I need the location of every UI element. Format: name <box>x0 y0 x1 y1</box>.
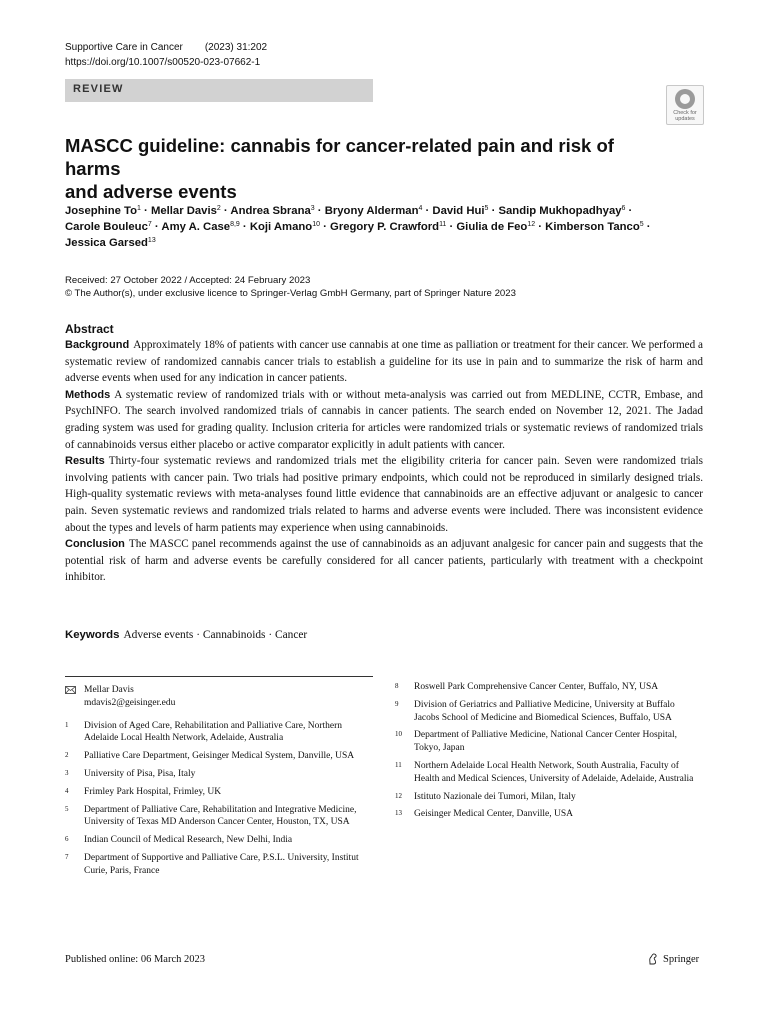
publisher-logo[interactable] <box>647 953 699 965</box>
affiliation-number: 13 <box>395 809 402 818</box>
author-affiliation-ref: 5 <box>639 221 644 229</box>
abstract-results <box>65 453 703 536</box>
doi-link[interactable]: https://doi.org/10.1007/s00520-023-07662-1 <box>65 57 261 68</box>
affiliation-item <box>395 760 700 786</box>
abstract-methods <box>65 387 703 453</box>
affiliation-text: Division of Aged Care, Rehabilitation and Palliative Care, Northern Adelaide Local Health Network, Adelaide, Australia <box>84 720 343 744</box>
affiliation-number: 9 <box>395 699 399 708</box>
keywords-text: Adverse events · Cannabinoids · Cancer <box>123 629 308 641</box>
results-text: Thirty-four systematic reviews and randomized trials met the eligibility criteria for cancer pain. Seven were randomized trials involving patients with cancer pain. Two trials had positive primary endpoints, which could not be reproduced in similarly designed trials. High-quality systematic reviews with meta-analyses found little evidence that cannabinoids are an effective adjuvant or analgesic to cancer pain. Seven systematic reviews and randomized trials related to harms and adverse events were included. There was inconsistent evidence about the types and levels of harm patients may experience when using cannabinoids. <box>65 455 703 534</box>
footnote-divider <box>65 676 373 677</box>
author-affiliation-ref: 5 <box>484 205 489 212</box>
correspondence <box>65 684 365 710</box>
author-name[interactable]: Gregory P. Crawford <box>330 221 440 234</box>
author-affiliation-ref: 3 <box>310 205 315 212</box>
affiliation-item <box>65 804 365 830</box>
article-title <box>65 134 665 203</box>
author-affiliation-ref: 12 <box>527 221 536 229</box>
affiliation-number: 3 <box>65 768 69 777</box>
author-name[interactable]: Andrea Sbrana <box>230 205 311 217</box>
section-label: REVIEW <box>73 83 124 95</box>
journal-name: Supportive Care in Cancer <box>65 42 183 53</box>
received-accepted: Received: 27 October 2022 / Accepted: 24 February 2023 <box>65 275 311 286</box>
author-list <box>65 203 665 252</box>
author-separator: · <box>314 205 325 217</box>
affiliation-text: Roswell Park Comprehensive Cancer Center, Buffalo, NY, USA <box>414 682 659 692</box>
envelope-icon <box>65 686 76 699</box>
author-separator: · <box>220 205 231 217</box>
author-name[interactable]: Carole Bouleuc <box>65 221 148 234</box>
results-label: Results <box>65 455 105 468</box>
journal-header <box>65 40 289 70</box>
background-label: Background <box>65 339 130 351</box>
affiliation-item <box>395 699 700 725</box>
author-separator: · <box>488 205 499 217</box>
affiliation-number: 11 <box>395 760 402 769</box>
author-separator: · <box>625 205 633 217</box>
article-dates <box>65 274 516 300</box>
conclusion-label: Conclusion <box>65 538 125 551</box>
correspondence-email[interactable]: mdavis2@geisinger.edu <box>84 697 176 708</box>
affiliation-text: Geisinger Medical Center, Danville, USA <box>414 809 573 820</box>
author-name[interactable]: David Hui <box>432 205 485 217</box>
article-title-line-2: and adverse events <box>65 181 237 202</box>
author-affiliation-ref: 8,9 <box>230 221 240 229</box>
author-name[interactable]: Koji Amano <box>249 221 313 234</box>
author-separator: · <box>643 221 651 234</box>
published-online: Published online: 06 March 2023 <box>65 954 205 965</box>
keywords <box>65 629 307 641</box>
author-affiliation-ref: 11 <box>439 221 447 229</box>
abstract-heading: Abstract <box>65 322 114 336</box>
correspondence-name: Mellar Davis <box>84 685 134 695</box>
affiliation-item <box>65 786 365 799</box>
affiliation-item <box>65 852 365 878</box>
author-separator: · <box>446 221 457 234</box>
springer-horse-icon <box>647 953 659 965</box>
affiliation-number: 12 <box>395 791 402 800</box>
author-separator: · <box>535 221 546 234</box>
affiliation-number: 4 <box>65 786 69 795</box>
affiliation-number: 7 <box>65 852 69 861</box>
journal-citation <box>65 40 289 55</box>
affiliation-number: 5 <box>65 804 69 813</box>
affiliation-item <box>395 681 700 694</box>
affiliation-number: 6 <box>65 835 69 844</box>
affiliation-text: Department of Supportive and Palliative Care, P.S.L. University, Institut Curie, Paris, France <box>84 852 359 876</box>
author-name[interactable]: Bryony Alderman <box>324 205 419 217</box>
author-separator: · <box>422 205 433 217</box>
publisher-name: Springer <box>663 953 700 965</box>
author-name[interactable]: Mellar Davis <box>150 205 217 217</box>
affiliation-text: Indian Council of Medical Research, New Delhi, India <box>84 835 293 846</box>
affiliation-text: Department of Palliative Care, Rehabilitation and Integrative Medicine, University of Texas MD Anderson Cancer Center, Houston, TX, USA <box>84 804 357 828</box>
abstract <box>65 322 703 586</box>
copyright-notice: © The Author(s), under exclusive licence to Springer-Verlag GmbH Germany, part of Springer Nature 2023 <box>65 288 516 299</box>
affiliations-right <box>395 681 700 826</box>
author-name[interactable]: Sandip Mukhopadhyay <box>498 205 622 217</box>
affiliation-item <box>395 808 700 821</box>
journal-volume: (2023) 31:202 <box>204 42 268 53</box>
affiliation-item <box>65 834 365 847</box>
author-name[interactable]: Jessica Garsed <box>65 237 148 250</box>
methods-label: Methods <box>65 388 111 401</box>
affiliation-item <box>65 768 365 781</box>
author-affiliation-ref: 10 <box>312 221 320 229</box>
author-affiliation-ref: 7 <box>147 221 152 229</box>
check-for-updates-line1: Check for <box>673 110 697 116</box>
author-affiliation-ref: 1 <box>136 205 141 212</box>
author-name[interactable]: Amy A. Case <box>161 221 231 234</box>
affiliation-text: Frimley Park Hospital, Frimley, UK <box>84 786 222 797</box>
abstract-conclusion <box>65 536 703 586</box>
affiliation-number: 2 <box>65 751 69 760</box>
keywords-label: Keywords <box>65 629 120 641</box>
check-for-updates-icon <box>675 89 695 109</box>
author-affiliation-ref: 2 <box>216 205 221 212</box>
affiliation-text: University of Pisa, Pisa, Italy <box>84 768 196 779</box>
affiliation-text: Palliative Care Department, Geisinger Medical System, Danville, USA <box>84 751 355 762</box>
affiliation-item <box>65 720 365 746</box>
check-for-updates-badge[interactable] <box>666 85 704 125</box>
affiliation-text: Northern Adelaide Local Health Network, South Australia, Faculty of Health and Medical Sciences, University of Adelaide, Adelaide, Australia <box>414 760 694 784</box>
affiliation-item <box>395 729 700 755</box>
author-affiliation-ref: 6 <box>621 205 626 212</box>
author-separator: · <box>239 221 250 234</box>
author-affiliation-ref: 4 <box>418 205 423 212</box>
author-separator: · <box>151 221 162 234</box>
author-affiliation-ref: 13 <box>147 237 156 245</box>
affiliation-number: 10 <box>395 730 402 739</box>
abstract-background <box>65 337 703 387</box>
author-name[interactable]: Josephine To <box>65 205 137 217</box>
affiliation-number: 8 <box>395 682 399 690</box>
affiliations-left <box>65 684 365 883</box>
section-bar <box>65 79 373 102</box>
conclusion-text: The MASCC panel recommends against the use of cannabinoids as an adjuvant analgesic for cancer pain and suggests that the potential risk of harm and adverse events be carefully considered for all cancer patients, particularly with treatment with a checkpoint inhibitor. <box>65 538 703 584</box>
affiliation-text: Department of Palliative Medicine, National Cancer Center Hospital, Tokyo, Japan <box>414 730 678 754</box>
author-name[interactable]: Giulia de Feo <box>456 221 528 234</box>
affiliation-number: 1 <box>65 720 69 729</box>
affiliation-text: Istituto Nazionale dei Tumori, Milan, Italy <box>414 791 576 802</box>
methods-text: A systematic review of randomized trials with or without meta-analysis was carried out from MEDLINE, CCTR, Embase, and PsychINFO. The search involved randomized trials of cannabis in cancer patients. The search ended on November 12, 2021. The Jadad grading system was used for grading quality. Inclusion criteria for articles were randomized trials or systematic reviews of randomized trials of cannabinoids versus either placebo or active comparator explicitly in adult patients with cancer. <box>65 388 703 451</box>
affiliation-text: Division of Geriatrics and Palliative Medicine, University at Buffalo Jacobs School of Medicine and Biomedical Sciences, Buffalo, USA <box>414 699 675 723</box>
author-separator: · <box>319 221 331 234</box>
article-title-line-1: MASCC guideline: cannabis for cancer-related pain and risk of harms <box>65 135 614 179</box>
background-text: Approximately 18% of patients with cancer use cannabis at one time as palliation or treatment for their cancer. We performed a systematic review of randomized cannabis cancer trials to establish a guideline for its use in pain and to summarize the risk of harm and adverse events when used for any indication in cancer patients. <box>65 339 703 385</box>
author-separator: · <box>140 205 151 217</box>
affiliation-item <box>395 791 700 804</box>
author-name[interactable]: Kimberson Tanco <box>545 221 640 234</box>
affiliation-item <box>65 750 365 763</box>
check-for-updates-line2: updates <box>675 116 695 122</box>
